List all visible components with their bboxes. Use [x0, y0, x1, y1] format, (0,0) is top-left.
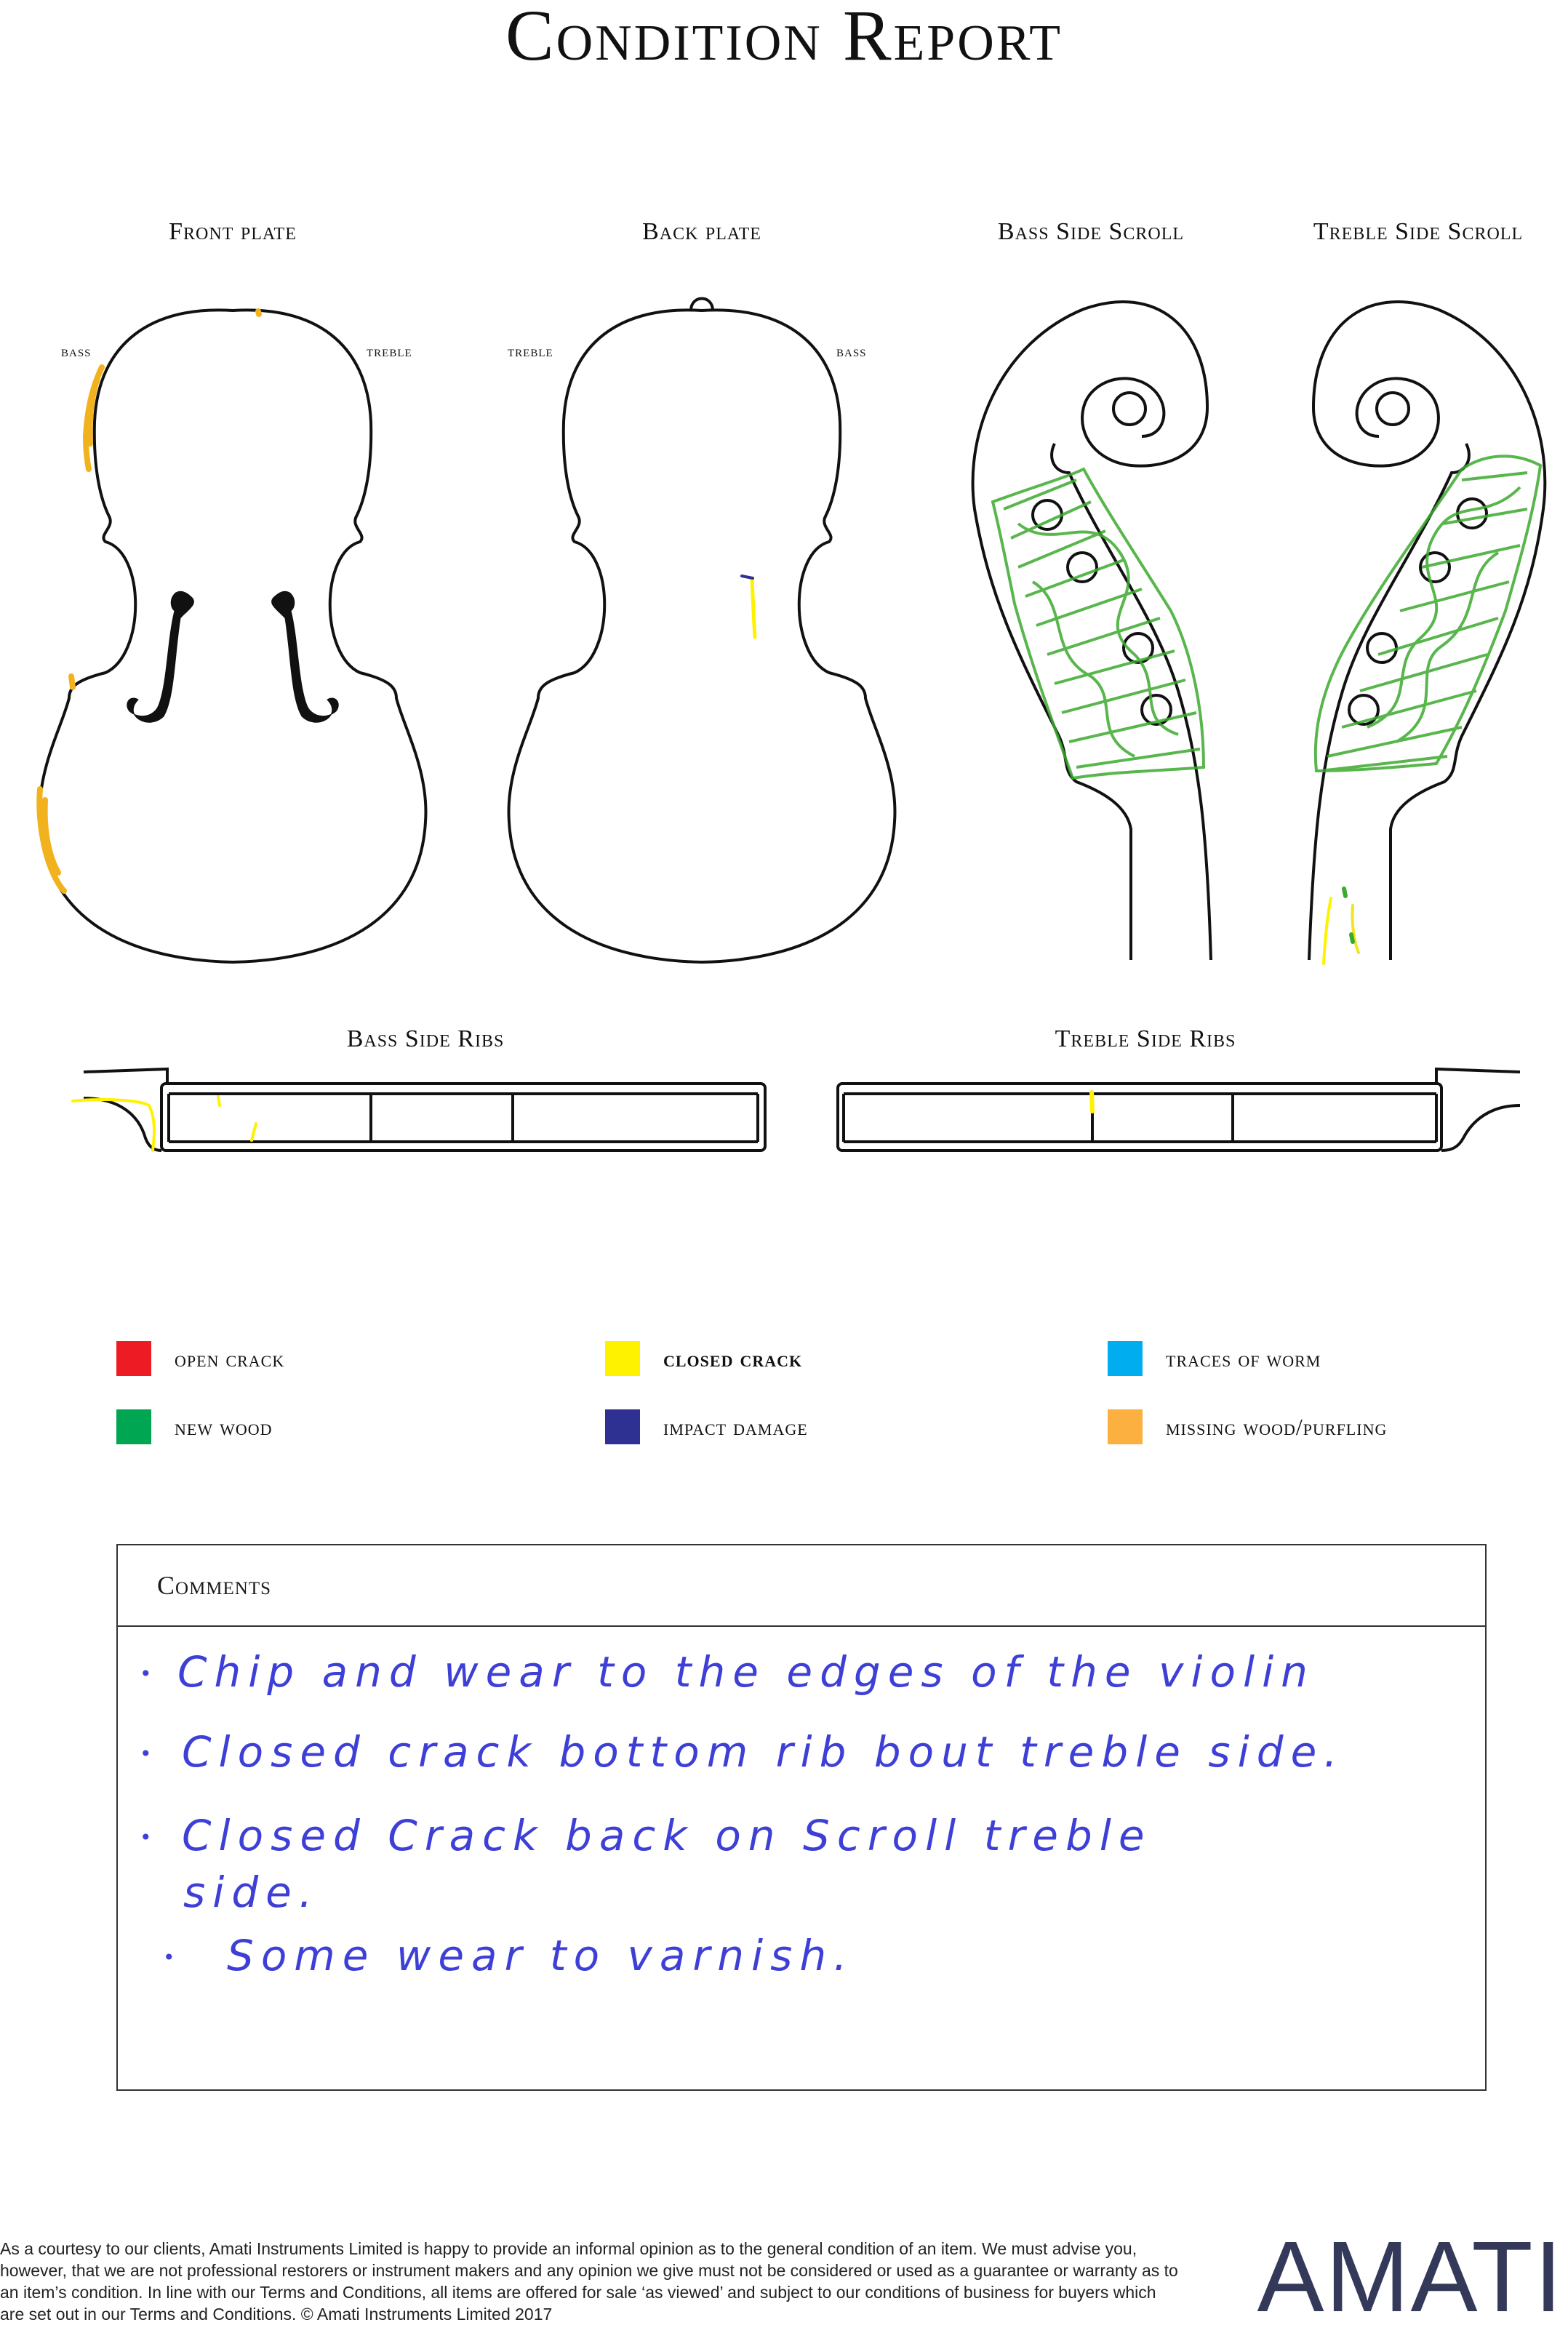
comment-line: Some wear to varnish.	[227, 1931, 855, 1980]
bullet-icon: •	[140, 1825, 152, 1849]
page-title: Condition Report	[505, 0, 1063, 76]
back-treble-label: treble	[508, 342, 553, 360]
f-holes	[127, 591, 338, 722]
comment-line: Chip and wear to the edges of the violin	[177, 1647, 1315, 1697]
legend-item	[1108, 1409, 1387, 1445]
treble-scroll-new-wood	[1316, 456, 1540, 771]
back-plate-damage	[742, 576, 755, 637]
bass-side-scroll-title: Bass Side Scroll	[997, 218, 1185, 245]
back-plate-outline	[509, 299, 895, 963]
bullet-icon: •	[163, 1945, 175, 1969]
treble-side-scroll-title: Treble Side Scroll	[1313, 218, 1524, 245]
legend-swatch-missing-wood	[1108, 1409, 1143, 1444]
front-treble-label: treble	[367, 342, 412, 360]
back-plate-title: Back plate	[642, 218, 761, 245]
legend-swatch-open-crack	[116, 1341, 151, 1376]
amati-logo: AMATI	[1257, 2221, 1564, 2333]
back-bass-label: bass	[836, 342, 867, 360]
treble-side-ribs-title: Treble Side Ribs	[1055, 1025, 1236, 1052]
legend-item	[116, 1409, 273, 1445]
bass-scroll-new-wood	[993, 469, 1204, 778]
bass-side-ribs-title: Bass Side Ribs	[346, 1025, 505, 1052]
legend-swatch-new-wood	[116, 1409, 151, 1444]
comment-line: Closed Crack back on Scroll treble	[182, 1811, 1152, 1860]
legend-swatch-traces-of-worm	[1108, 1341, 1143, 1376]
legend-swatch-impact-damage	[605, 1409, 640, 1444]
comment-line: Closed crack bottom rib bout treble side.	[182, 1727, 1345, 1777]
legend-swatch-closed-crack	[605, 1341, 640, 1376]
comments-title: Comments	[157, 1571, 272, 1600]
legend-item	[605, 1340, 802, 1377]
legend-label: closed crack	[663, 1345, 803, 1372]
front-plate-damage	[39, 311, 259, 891]
comments-header	[118, 1545, 1485, 1627]
treble-scroll-crack	[1324, 889, 1359, 964]
legend-label: impact damage	[663, 1413, 808, 1440]
front-bass-label: bass	[61, 342, 92, 360]
legend-item	[116, 1340, 284, 1377]
bullet-icon: •	[140, 1742, 152, 1766]
legend-label: open crack	[175, 1345, 285, 1372]
bass-side-ribs	[84, 1069, 765, 1151]
treble-side-ribs	[838, 1069, 1520, 1151]
legend-item	[605, 1409, 808, 1445]
front-plate-title: Front plate	[169, 218, 297, 245]
comment-line: side.	[183, 1868, 320, 1917]
bullet-icon: •	[140, 1662, 152, 1686]
legend-label: traces of worm	[1166, 1345, 1321, 1372]
legend-item	[1108, 1340, 1321, 1377]
comments-box	[116, 1544, 1487, 2091]
bass-side-scroll	[973, 302, 1211, 960]
legend-label: new wood	[175, 1413, 273, 1440]
legend-label: missing wood/purfling	[1166, 1413, 1388, 1440]
front-plate-outline	[40, 310, 426, 962]
disclaimer-text: As a courtesy to our clients, Amati Instruments Limited is happy to provide an informal opinion as to the general condition of an item. We must advise you, however, that we are not professional restorers or instrument makers and any opinion we give must not be considered or used as a guarantee or warranty as to an item’s condition. In line with our Terms and Conditions, all items are offered for sale ‘as viewed’ and subject to our conditions of business for buyers which are set out in our Terms and Conditions. © Amati Instruments Limited 2017	[0, 2239, 1178, 2324]
